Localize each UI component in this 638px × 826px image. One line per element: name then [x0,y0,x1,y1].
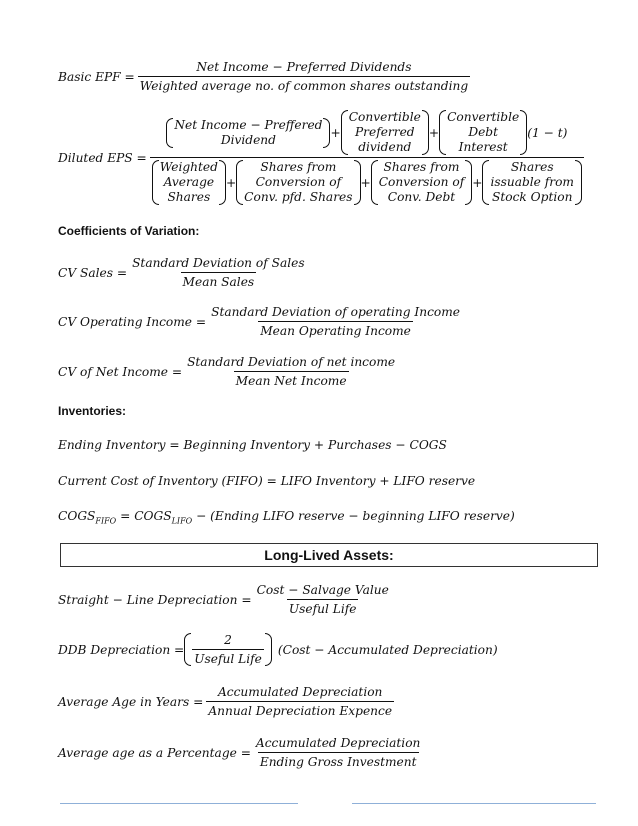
diluted-eps-lhs: Diluted EPS = [58,150,147,165]
basic-epf-formula [58,60,473,93]
diluted-eps-tax-factor: (1 − t) [527,125,568,140]
inventories-heading: Inventories: [58,404,127,418]
ddb-depreciation-formula: DDB Depreciation = $\frac{2}{\text{Useful Life}}$ (Cost − Accumulated Depreciation) [58,633,498,666]
average-age-years-formula: Average Age in Years = $\frac{\text{Accumulated Depreciation}}{\text{Annual Depreciation Expence}}$ [58,685,393,718]
straight-line-depreciation-formula: Straight − Line Depreciation = $\frac{\text{Cost − Salvage Value}}{\text{Useful Life}}$ [58,583,389,616]
diluted-eps-net-income: Net Income − Preffered [174,117,323,132]
basic-epf-numerator: Net Income − Preferred Dividends [196,60,412,74]
diluted-eps-numerator: Net Income − Preffered Dividend + Convertible Preferred dividend + Convertible Debt Interest (1 − t) [164,110,569,157]
diluted-eps-denominator: Weighted Average Shares + Shares from Conversion of Conv. pfd. Shares + Shares from Conversion of Conv. Debt + Shares issuable from Stock Option [150,157,584,205]
cv-net-income-formula: CV of Net Income = $\frac{\text{Standard Deviation of net income}}{\text{Mean Net Income}}$ [58,355,396,388]
diluted-eps-conv-pref-div: Convertible Preferred dividend [348,110,421,154]
basic-epf-lhs: Basic EPF = [58,69,135,84]
cv-sales-formula: CV Sales = $\frac{\text{Standard Deviation of Sales}}{\text{Mean Sales}}$ [58,256,305,289]
basic-epf-denominator: Weighted average no. of common shares outstanding [138,76,470,93]
footer-rule-right [352,803,596,804]
average-age-percentage-formula: Average age as a Percentage = $\frac{\text{Accumulated Depreciation}}{\text{Ending Gross Investment}}$ [58,736,421,769]
diluted-eps-formula [58,110,587,205]
diluted-eps-fraction [150,110,584,205]
footer-rule-left [60,803,298,804]
cogs-fifo-formula: $COGS_{FIFO}$ = $COGS_{LIFO}$ − (Ending LIFO reserve − beginning LIFO reserve) [58,509,515,526]
current-cost-inventory-formula: Current Cost of Inventory (FIFO) = LIFO Inventory + LIFO reserve [58,474,476,488]
basic-epf-fraction [138,60,470,93]
cv-operating-income-formula: CV Operating Income = $\frac{\text{Standard Deviation of operating Income}}{\text{Mean Operating Income}}$ [58,305,461,338]
cv-heading: Coefficients of Variation: [58,224,200,238]
ending-inventory-formula: Ending Inventory = Beginning Inventory + Purchases − COGS [58,438,447,452]
long-lived-assets-heading: Long-Lived Assets: [60,543,598,567]
diluted-eps-conv-debt-int: Convertible Debt Interest [447,110,520,154]
